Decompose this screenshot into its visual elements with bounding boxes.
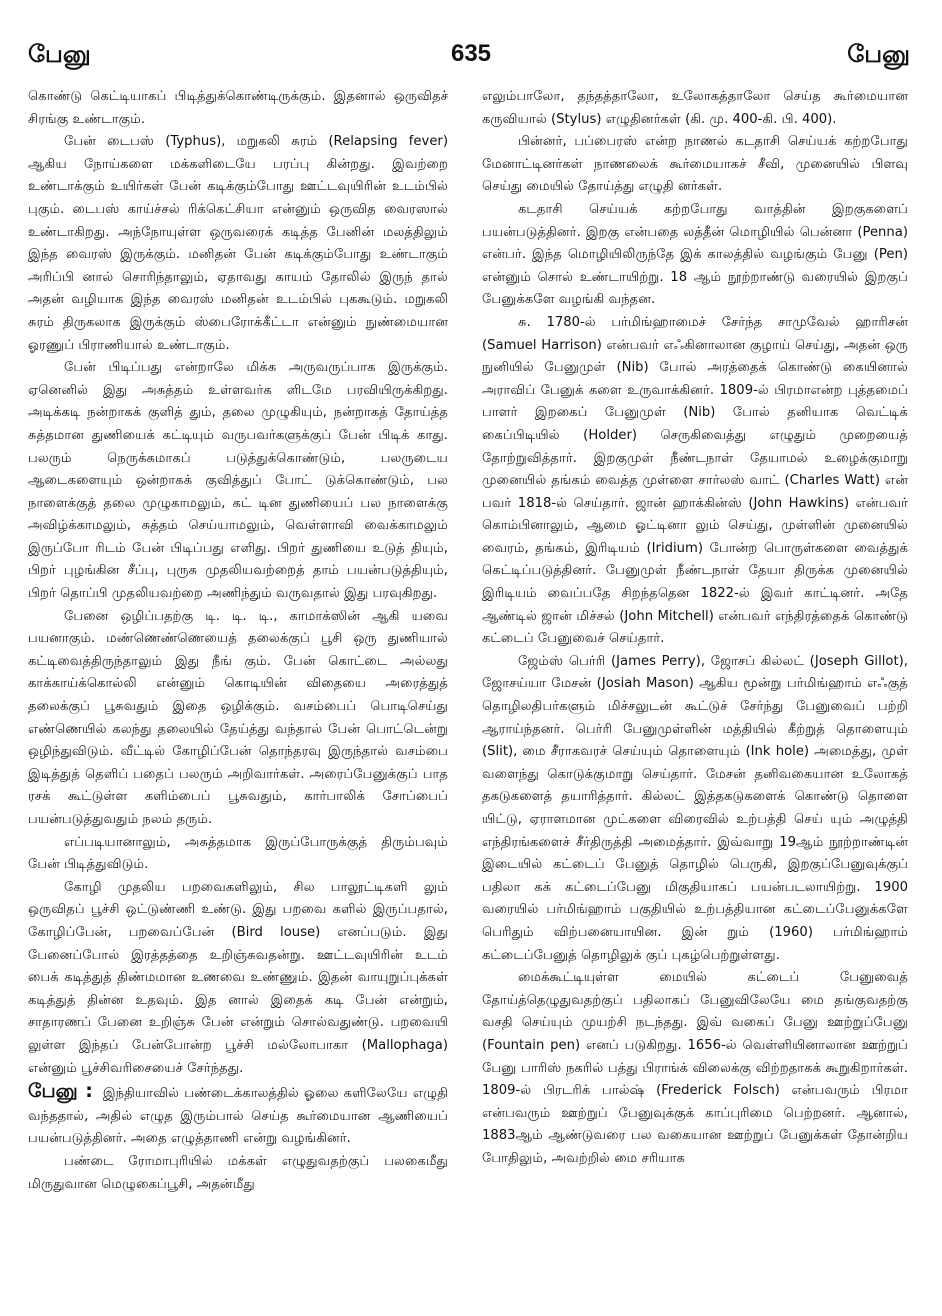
- paragraph: பேன் பிடிப்பது என்றாலே மிக்க அருவருப்பாக இருக்கும். ஏனெனில் இது அசுத்தம் உள்ளவர்க ளிடமே பரவியிருக்கிறது. அடிக்கடி நன்றாகக் குளித் தும், தலை முழுகியும், நன்றாகத் தோய்த்த சுத்தமான துணியைக் கட்டியும் வருபவர்களுக்குப் பேன் பிடிக் காது. பலரும் நெருக்கமாகப் படுத்துக்கொண்டும், பலருடைய ஆடைகளையும் ஒன்றாகக் குவித்துப் போட் டுக்கொண்டும், பல நாளைக்குத் தலை முழுகாமலும், கட் டின துணியைப் பல நாளைக்கு அவிழ்க்காமலும், சுத்தம் செய்யாமலும், வெள்ளாவி வைக்காமலும் இருப்போ ரிடம் பேன் பிடிப்பது எளிது. பிறர் துணியை உடுத் தியும், பிறர் புழங்கின சீப்பு, புருசு முதலியவற்றைத் தாம் பயன்படுத்தியும், பிறர் தொப்பி முதலியவற்றை அணிந்தும் வருவதால் இது பரவுகிறது.: [28, 360, 448, 602]
- paragraph: மைக்கூட்டியுள்ள மையில் கட்டைப் பேனுவைத் தோய்த்தெழுதுவதற்குப் பதிலாகப் பேனுவிலேயே மை தங்குவதற்கு வசதி செய்யும் முயற்சி நடந்தது. இவ் வகைப் பேனு ஊற்றுப்பேனு (Fountain pen) எனப் படுகிறது. 1656-ல் வெள்ளியினாலான ஊற்றுப் பேனு பாரிஸ் நகரில் பத்து பிராங்க் விலைக்கு விற்றதாகக் கூறுகிறார்கள். 1809-ல் பிரடரிக் பால்ஷ் (Frederick Folsch) என்பவரும் பிரமா என்பவரும் ஊற்றுப் பேனுவுக்குக் காப்புரிமை பெற்றனர். ஆனால், 1883ஆம் ஆண்டுவரை பல வகையான ஊற்றுப் பேனுக்கள் தோன்றிய போதிலும், அவற்றில் மை சரியாக: [482, 970, 908, 1166]
- paragraph: பேனை ஒழிப்பதற்கு டி. டி. டி., காமாக்ஸின் ஆகி யவை பயனாகும். மண்ணெண்ணெயைத் தலைக்குப் பூசி ஒரு துணியால் கட்டிவைத்திருந்தாலும் இது நீங் கும். பேன் கொட்டை அல்லது காக்காய்க்கொல்லி என்னும் கொடியின் விதையை அரைத்துத் தலைக்குப் பூசுவதும் இதை ஒழிக்கும். வசம்பைப் பொடிசெய்து எண்ணெயில் கலந்து தலையில் தேய்த்து வந்தால் பேன் பொட்டென்று ஒழிந்துவிடும். வீட்டில் கோழிப்பேன் தொந்தரவு இருந்தால் வசம்பை இடித்துத் தெளிப் பதைப் பலரும் அறிவார்கள். அரைப்பேனுக்குப் பாத ரசக் கூட்டுள்ள களிம்பைப் பூசுவதும், கார்பாலிக் சோப்பைப் பயன்படுத்துவதும் நலம் தரும்.: [28, 608, 448, 827]
- paragraph: பண்டை ரோமாபுரியில் மக்கள் எழுதுவதற்குப் பலகைமீது மிருதுவான மெழுகைப்பூசி, அதன்மீது: [28, 1153, 448, 1192]
- paragraph: எப்படியானாலும், அசுத்தமாக இருப்போருக்குத் திரும்பவும் பேன் பிடித்துவிடும்.: [28, 834, 448, 873]
- paragraph: பேன் டைபஸ் (Typhus), மறுகலி சுரம் (Relapsing fever) ஆகிய நோய்களை மக்களிடையே பரப்பு கின்றது. இவற்றை உண்டாக்கும் உயிர்கள் பேன் கடிக்கும்போது ஊட்டவுயிரின் உடம்பில் புகும். டைபஸ் காய்ச்சல் ரிக்கெட்சியா என்னும் ஒருவித வைரஸால் உண்டாகிறது. அந்நோயுள்ள ஒருவரைக் கடித்த பேனின் மலத்திலும் இந்த வைரஸ் இருக்கும். மனிதன் பேன் கடிக்கும்போது உண்டாகும் அரிப்பி னால் சொரிந்தாலும், ஏதாவது காயம் தோலில் இருந் தால் அதன் வழியாக இந்த வைரஸ் மனிதன் உடம்பில் புககூடும். மறுகலி சுரம் திருகலாக இருக்கும் ஸ்பைரோக்கீட்டா என்னும் நுண்மையான ஓரணுப் பிராணியால் உண்டாகும்.: [28, 134, 448, 353]
- page-header: [18, 40, 924, 80]
- paragraph: சு. 1780-ல் பர்மிங்ஹாமைச் சேர்ந்த சாமுவேல் ஹாரிசன் (Samuel Harrison) என்பவர் எஃகினாலான குழாய் செய்து, அதன் ஒரு நுனியில் பேனுமுள் (Nib) போல் அரத்தைக் கொண்டு கையினால் அராவிப் பேனுக் களை உருவாக்கினர். 1809-ல் பிரமாஎன்ற புத்தமைப் பாளர் இறகைப் பேனுமுள் (Nib) போல் தனியாக வெட்டிக் கைப்பிடியில் (Holder) செருகிவைத்து எழுதும் முறையைத் தோற்றுவித்தார். இறகுமுள் நீண்டநாள் தேயாமல் உழைக்குமாறு முனையில் தங்கம் வைத்த முள்ளை சார்லஸ் வாட் (Charles Watt) என் பவர் 1818-ல் செய்தார். ஜான் ஹாக்கின்ஸ் (John Hawkins) என்பவர் கொம்பினாலும், ஆமை ஓட்டினா லும் செய்து, முள்ளின் முனையில் வைரம், தங்கம், இரிடியம் (Iridium) போன்ற பொருள்களை வைத்துக் கெட்டிப்படுத்தினர். பேனுமுள் நீண்டநாள் தேயா திருக்க முனையில் இரிடியம் வைப்பதே சிறந்ததென 1822-ல் இவர் காட்டினர். அதே ஆண்டில் ஜான் மிச்சல் (John Mitchell) என்பவர் எந்திரத்தைக் கொண்டு கட்டைப் பேனுவைச் செய்தார்.: [482, 314, 908, 647]
- paragraph: கடதாசி செய்யக் கற்றபோது வாத்தின் இறகுகளைப் பயன்படுத்தினர். இறகு என்பதை லத்தீன் மொழியில் பென்னா (Penna) என்பர். இந்த மொழியிலிருந்தே இக் காலத்தில் வழங்கும் பேனு (Pen) என்னும் சொல் உண்டாயிற்று. 18 ஆம் நூற்றாண்டு வரையில் இறகுப் பேனுக்களே வழங்கி வந்தன.: [482, 201, 908, 308]
- paragraph: பின்னர், பப்பைரஸ் என்ற நாணல் கடதாசி செய்யக் கற்றபோது மேனாட்டினர்கள் நாணலைக் கூர்மையாகச் சீவி, முனையில் பிளவு செய்து மையில் தோய்த்து எழுதி னர்கள்.: [482, 134, 908, 195]
- right-column: [482, 86, 908, 1306]
- header-right-headword: பேனு: [847, 40, 910, 68]
- paragraph: கொண்டு கெட்டியாகப் பிடித்துக்கொண்டிருக்கும். இதனால் ஒருவிதச் சிரங்கு உண்டாகும்.: [28, 89, 448, 127]
- left-column: [28, 86, 448, 1306]
- paragraph: எலும்பாலோ, தந்தத்தாலோ, உலோகத்தாலோ செய்த கூர்மையான கருவியால் (Stylus) எழுதினர்கள் (கி. மு. 400-கி. பி. 400).: [482, 89, 908, 127]
- entry-text: இந்தியாவில் பண்டைக்காலத்தில் ஓலை களிலேயே எழுதி வந்ததால், அதில் எழுத இரும்பால் செய்த கூர்மையான ஆணியைப் பயன்படுத்தினர். அதை எழுத்தாணி என்று வழங்கினர்.: [28, 1086, 448, 1147]
- entry-headword: பேனு :: [28, 1080, 93, 1103]
- paragraph: ஜேம்ஸ் பெர்ரி (James Perry), ஜோசப் கில்லட் (Joseph Gillot), ஜோசய்யா மேசன் (Josiah Mason) ஆகிய மூன்று பர்மிங்ஹாம் எஃகுத் தொழிலதிபர்களும் மிச்சலுடன் கூட்டுச் சேர்ந்து பேனுவைப் பற்றி ஆராய்ந்தனர். பெர்ரி பேனுமுள்ளின் மத்தியில் கீற்றுத் தொளையும் (Slit), மை சீராகவரச் செய்யும் தொளையும் (Ink hole) அமைத்து, முள் வளைந்து கொடுக்குமாறு செய்தார். மேசன் தனிவகையான உலோகத் தகடுகளைத் தயாரித்தார். கில்லட் இத்தகடுகளைக் கொண்டு தொளை யிட்டு, ஏராளமான முட்களை விரைவில் உற்பத்தி செய் யும் அழுத்தி எந்திரங்களைச் சீர்திருத்தி அமைத்தார். இவ்வாறு 19ஆம் நூற்றாண்டின் இடையில் கட்டைப் பேனுத் தொழில் பெருகி, இறகுப்பேனுவுக்குப் பதிலா கக் கட்டைப்பேனு மிகுதியாகப் பயன்படலாயிற்று. 1900 வரையில் பர்மிங்ஹாம் பகுதியில் உற்பத்தியான கட்டைப்பேனுக்களே பெரிதும் விற்பனையாயின. இன் றும் (1960) பர்மிங்ஹாம் கட்டைப்பேனுத் தொழிலுக் குப் புகழ்பெற்றுள்ளது.: [482, 653, 908, 963]
- page-number: 635: [450, 40, 492, 67]
- paragraph: கோழி முதலிய பறவைகளிலும், சில பாலூட்டிகளி லும் ஒருவிதப் பூச்சி ஒட்டுண்ணி உண்டு. இது பறவை களில் இருப்பதால், கோழிப்பேன், பறவைப்பேன் (Bird louse) எனப்படும். இது பேனைப்போல் இரத்தத்தை உறிஞ்சுவதன்று. ஊட்டவுயிரின் உடம் பைக் கடித்துத் திண்மமான உணவை உண்ணும். இதன் வாயுறுப்புக்கள் கடித்துத் தின்ன உதவும். இத னால் இதைக் கடி பேன் என்றும், சாதாரணப் பேனை உறிஞ்சு பேன் என்றும் சொல்வதுண்டு. பறவையி லுள்ள இந்தப் பேன்போன்ற பூச்சி மல்லோபாகா (Mallophaga) என்னும் பூச்சிவரிசையைச் சேர்ந்தது.: [28, 879, 448, 1076]
- header-left-headword: பேனு: [28, 40, 91, 68]
- entry-paragraph: [28, 1080, 448, 1151]
